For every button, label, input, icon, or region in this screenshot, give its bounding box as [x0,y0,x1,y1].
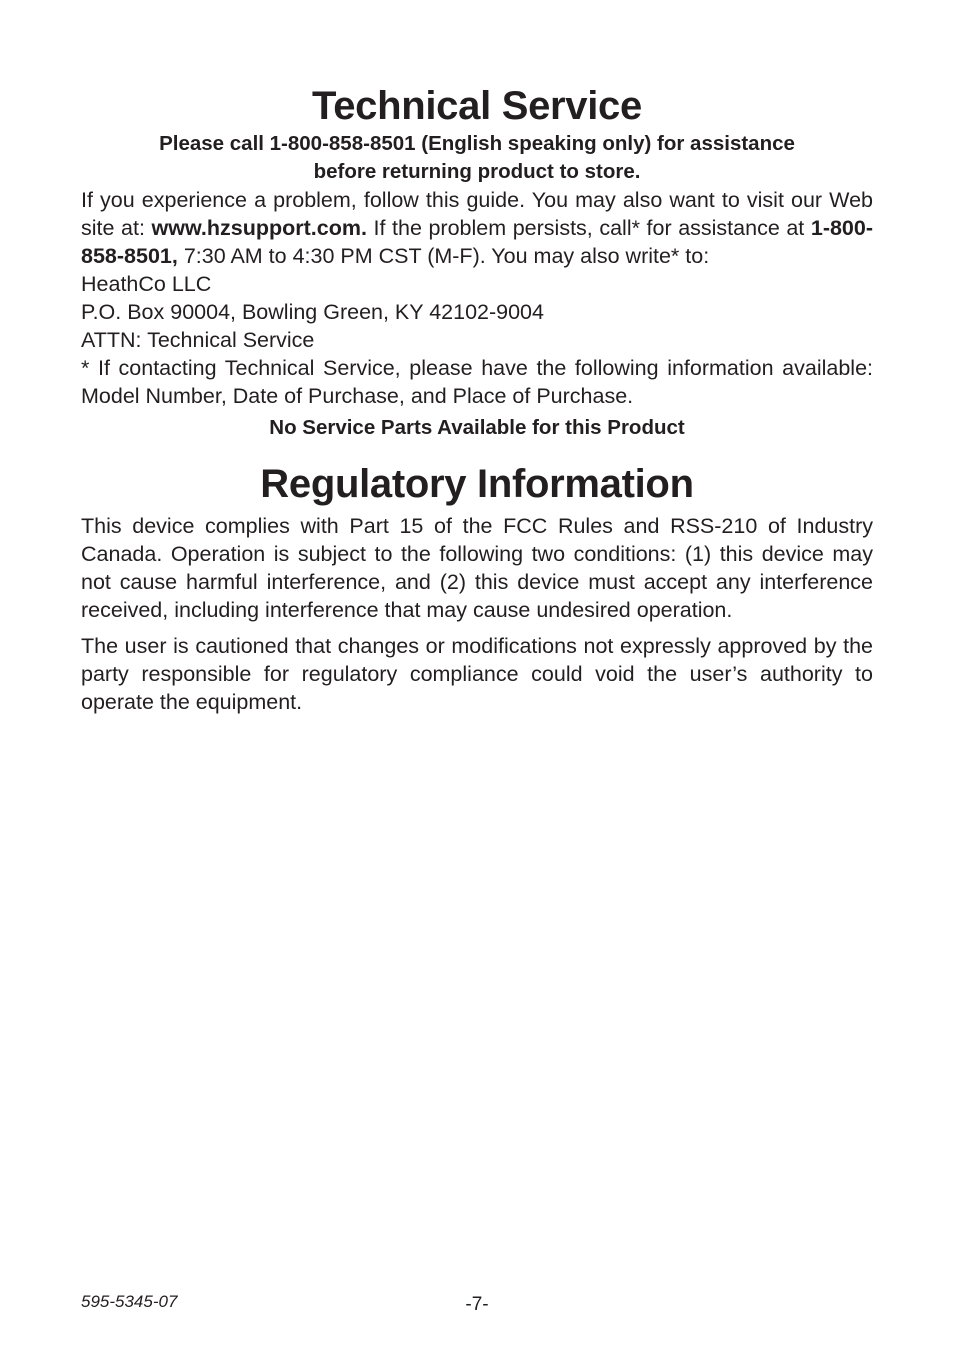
callout-line-1: Please call 1-800-858-8501 (English speaking only) for assistance [159,132,795,155]
intro-text-1: If you experience a problem, follow this guide. You may also want to visit our Web site at: [81,188,873,240]
fcc-compliance-paragraph: This device complies with Part 15 of the FCC Rules and RSS-210 of Industry Canada. Operation is subject to the following two conditions: (1) this device may not cause harmful interference, and (2) this device must accept any interference received, including interference that may cause undesired operation. [81,514,873,622]
regulatory-section [81,460,873,716]
mailing-address [81,270,873,354]
support-phone-number: 1-800-858-8501, [81,216,874,268]
page-content [81,82,873,716]
document-number: 595-5345-07 [81,1292,178,1311]
technical-service-title: Technical Service [312,84,642,128]
support-website-link[interactable]: www.hzsupport.com. [151,216,367,240]
address-company: HeathCo LLC [81,272,212,296]
contact-info-note: * If contacting Technical Service, please have the following information available: Model Number, Date of Purchase, and Place of Purchase. [81,356,873,408]
technical-service-section [81,82,873,442]
no-service-parts-notice: No Service Parts Available for this Product [269,416,685,439]
call-assistance-callout [81,130,873,186]
regulatory-title: Regulatory Information [260,462,694,506]
modification-caution-paragraph: The user is cautioned that changes or modifications not expressly approved by the party responsible for regulatory compliance could void the user’s authority to operate the equipment. [81,634,873,714]
address-attention: ATTN: Technical Service [81,328,315,352]
callout-line-2: before returning product to store. [313,160,641,183]
address-po-box: P.O. Box 90004, Bowling Green, KY 42102-9004 [81,300,544,324]
page-number: -7- [465,1294,489,1315]
service-intro-paragraph [81,186,873,270]
intro-text-2: If the problem persists, call* for assistance at [366,216,811,240]
intro-text-3: 7:30 AM to 4:30 PM CST (M-F). You may also write* to: [177,244,710,268]
